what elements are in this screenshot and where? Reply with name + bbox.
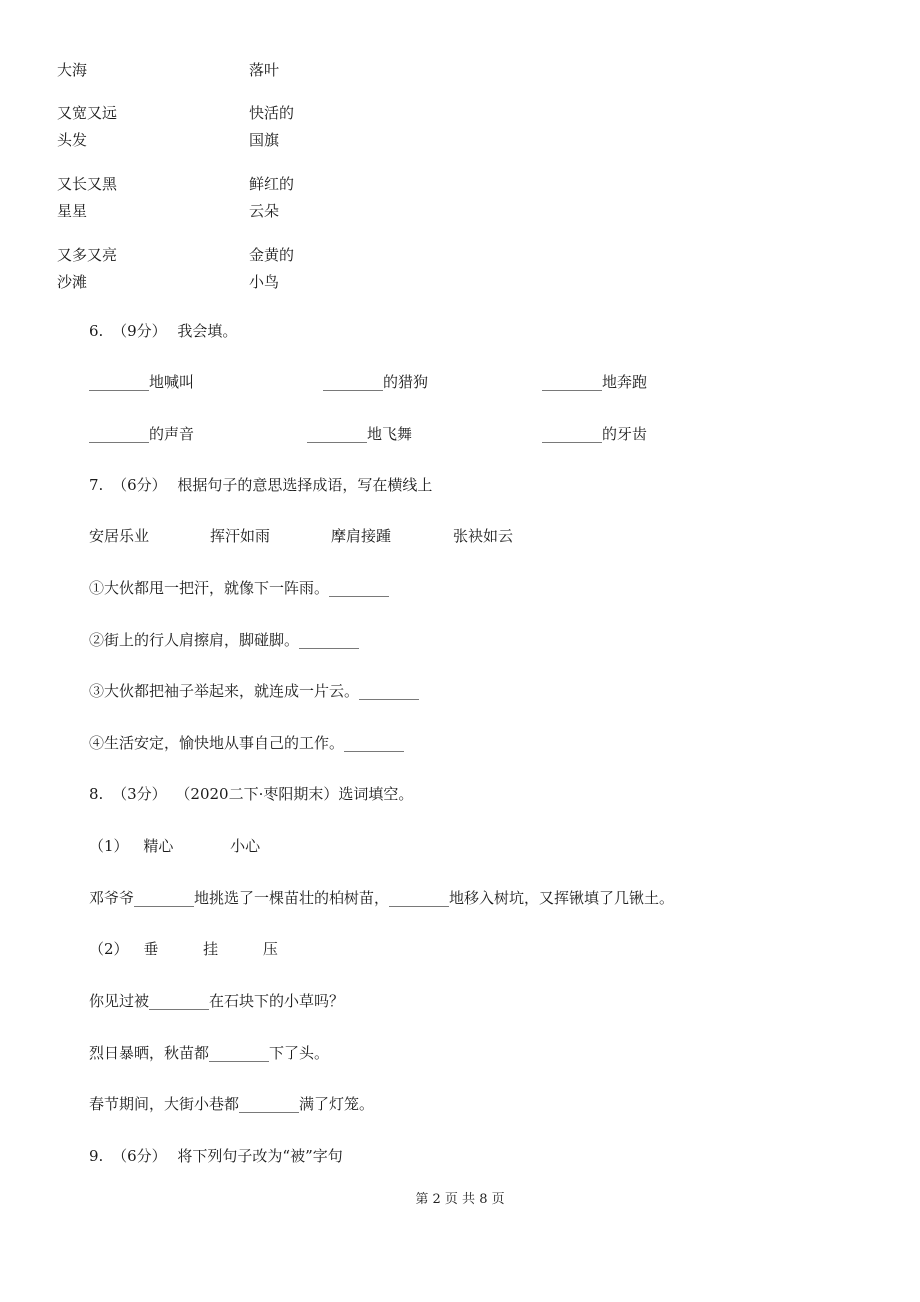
page-number: 第 2 页 共 8 页 [415, 1192, 505, 1207]
match-left-item: 头发 [57, 131, 88, 149]
question-score: （3分） [112, 785, 167, 803]
question-7-header [89, 475, 432, 495]
match-right-item: 金黄的 [249, 246, 295, 264]
match-left-item: 大海 [57, 61, 88, 79]
fill-blank-item: ________地飞舞 [307, 425, 413, 443]
fill-blank-item: ________的牙齿 [542, 425, 648, 443]
question-prompt: （2020二下·枣阳期末）选词填空。 [175, 785, 414, 803]
match-right-item: 鲜红的 [249, 175, 295, 193]
question-prompt: 我会填。 [177, 322, 238, 340]
match-right-item: 落叶 [249, 61, 280, 79]
part-label: （1） [89, 837, 129, 855]
match-left-item: 又多又亮 [57, 246, 118, 264]
idiom-option: 安居乐业 [89, 527, 150, 545]
word-option: 压 [262, 940, 278, 958]
idiom-option: 挥汗如雨 [210, 527, 271, 545]
match-right-item: 云朵 [249, 202, 280, 220]
question-number: 7. [89, 476, 104, 494]
question-6-header [89, 321, 237, 341]
sentence-item: 邓爷爷________地挑选了一棵苗壮的柏树苗，________地移入树坑，又挥锹填了几锹土。 [89, 889, 675, 907]
sentence-item: 春节期间，大街小巷都________满了灯笼。 [89, 1095, 375, 1113]
idiom-option: 张袂如云 [453, 527, 514, 545]
word-option: 精心 [143, 837, 174, 855]
fill-blank-item: ________的猎狗 [323, 373, 429, 391]
sentence-item: 你见过被________在石块下的小草吗？ [89, 992, 345, 1010]
sentence-item: ④生活安定，愉快地从事自己的工作。________ [89, 734, 405, 752]
question-prompt: 根据句子的意思选择成语，写在横线上 [177, 476, 433, 494]
match-right-item: 国旗 [249, 131, 280, 149]
sentence-item: ③大伙都把袖子举起来，就连成一片云。________ [89, 682, 420, 700]
part-1-words [89, 836, 260, 856]
question-number: 9. [89, 1147, 104, 1165]
fill-blank-item: ________地喊叫 [89, 373, 195, 391]
question-8-header [89, 784, 413, 804]
question-number: 8. [89, 785, 104, 803]
part-label: （2） [89, 940, 129, 958]
sentence-item: ①大伙都甩一把汗，就像下一阵雨。________ [89, 579, 390, 597]
question-score: （9分） [112, 322, 167, 340]
question-9-header [89, 1146, 343, 1166]
fill-blank-item: ________地奔跑 [542, 373, 648, 391]
match-right-item: 小鸟 [249, 273, 280, 291]
idiom-option: 摩肩接踵 [331, 527, 392, 545]
word-option: 挂 [203, 940, 219, 958]
match-left-item: 沙滩 [57, 273, 88, 291]
word-option: 垂 [143, 940, 159, 958]
match-left-item: 又长又黑 [57, 175, 118, 193]
match-left-item: 星星 [57, 202, 88, 220]
sentence-item: 烈日暴晒，秋苗都________下了头。 [89, 1044, 330, 1062]
match-right-item: 快活的 [249, 104, 295, 122]
sentence-item: ②街上的行人肩擦肩，脚碰脚。________ [89, 631, 360, 649]
word-option: 小心 [230, 837, 261, 855]
match-left-item: 又宽又远 [57, 104, 118, 122]
question-score: （6分） [112, 1147, 167, 1165]
question-score: （6分） [112, 476, 167, 494]
part-2-words [89, 939, 278, 959]
question-number: 6. [89, 322, 104, 340]
fill-blank-item: ________的声音 [89, 425, 195, 443]
question-prompt: 将下列句子改为“被”字句 [177, 1147, 343, 1165]
